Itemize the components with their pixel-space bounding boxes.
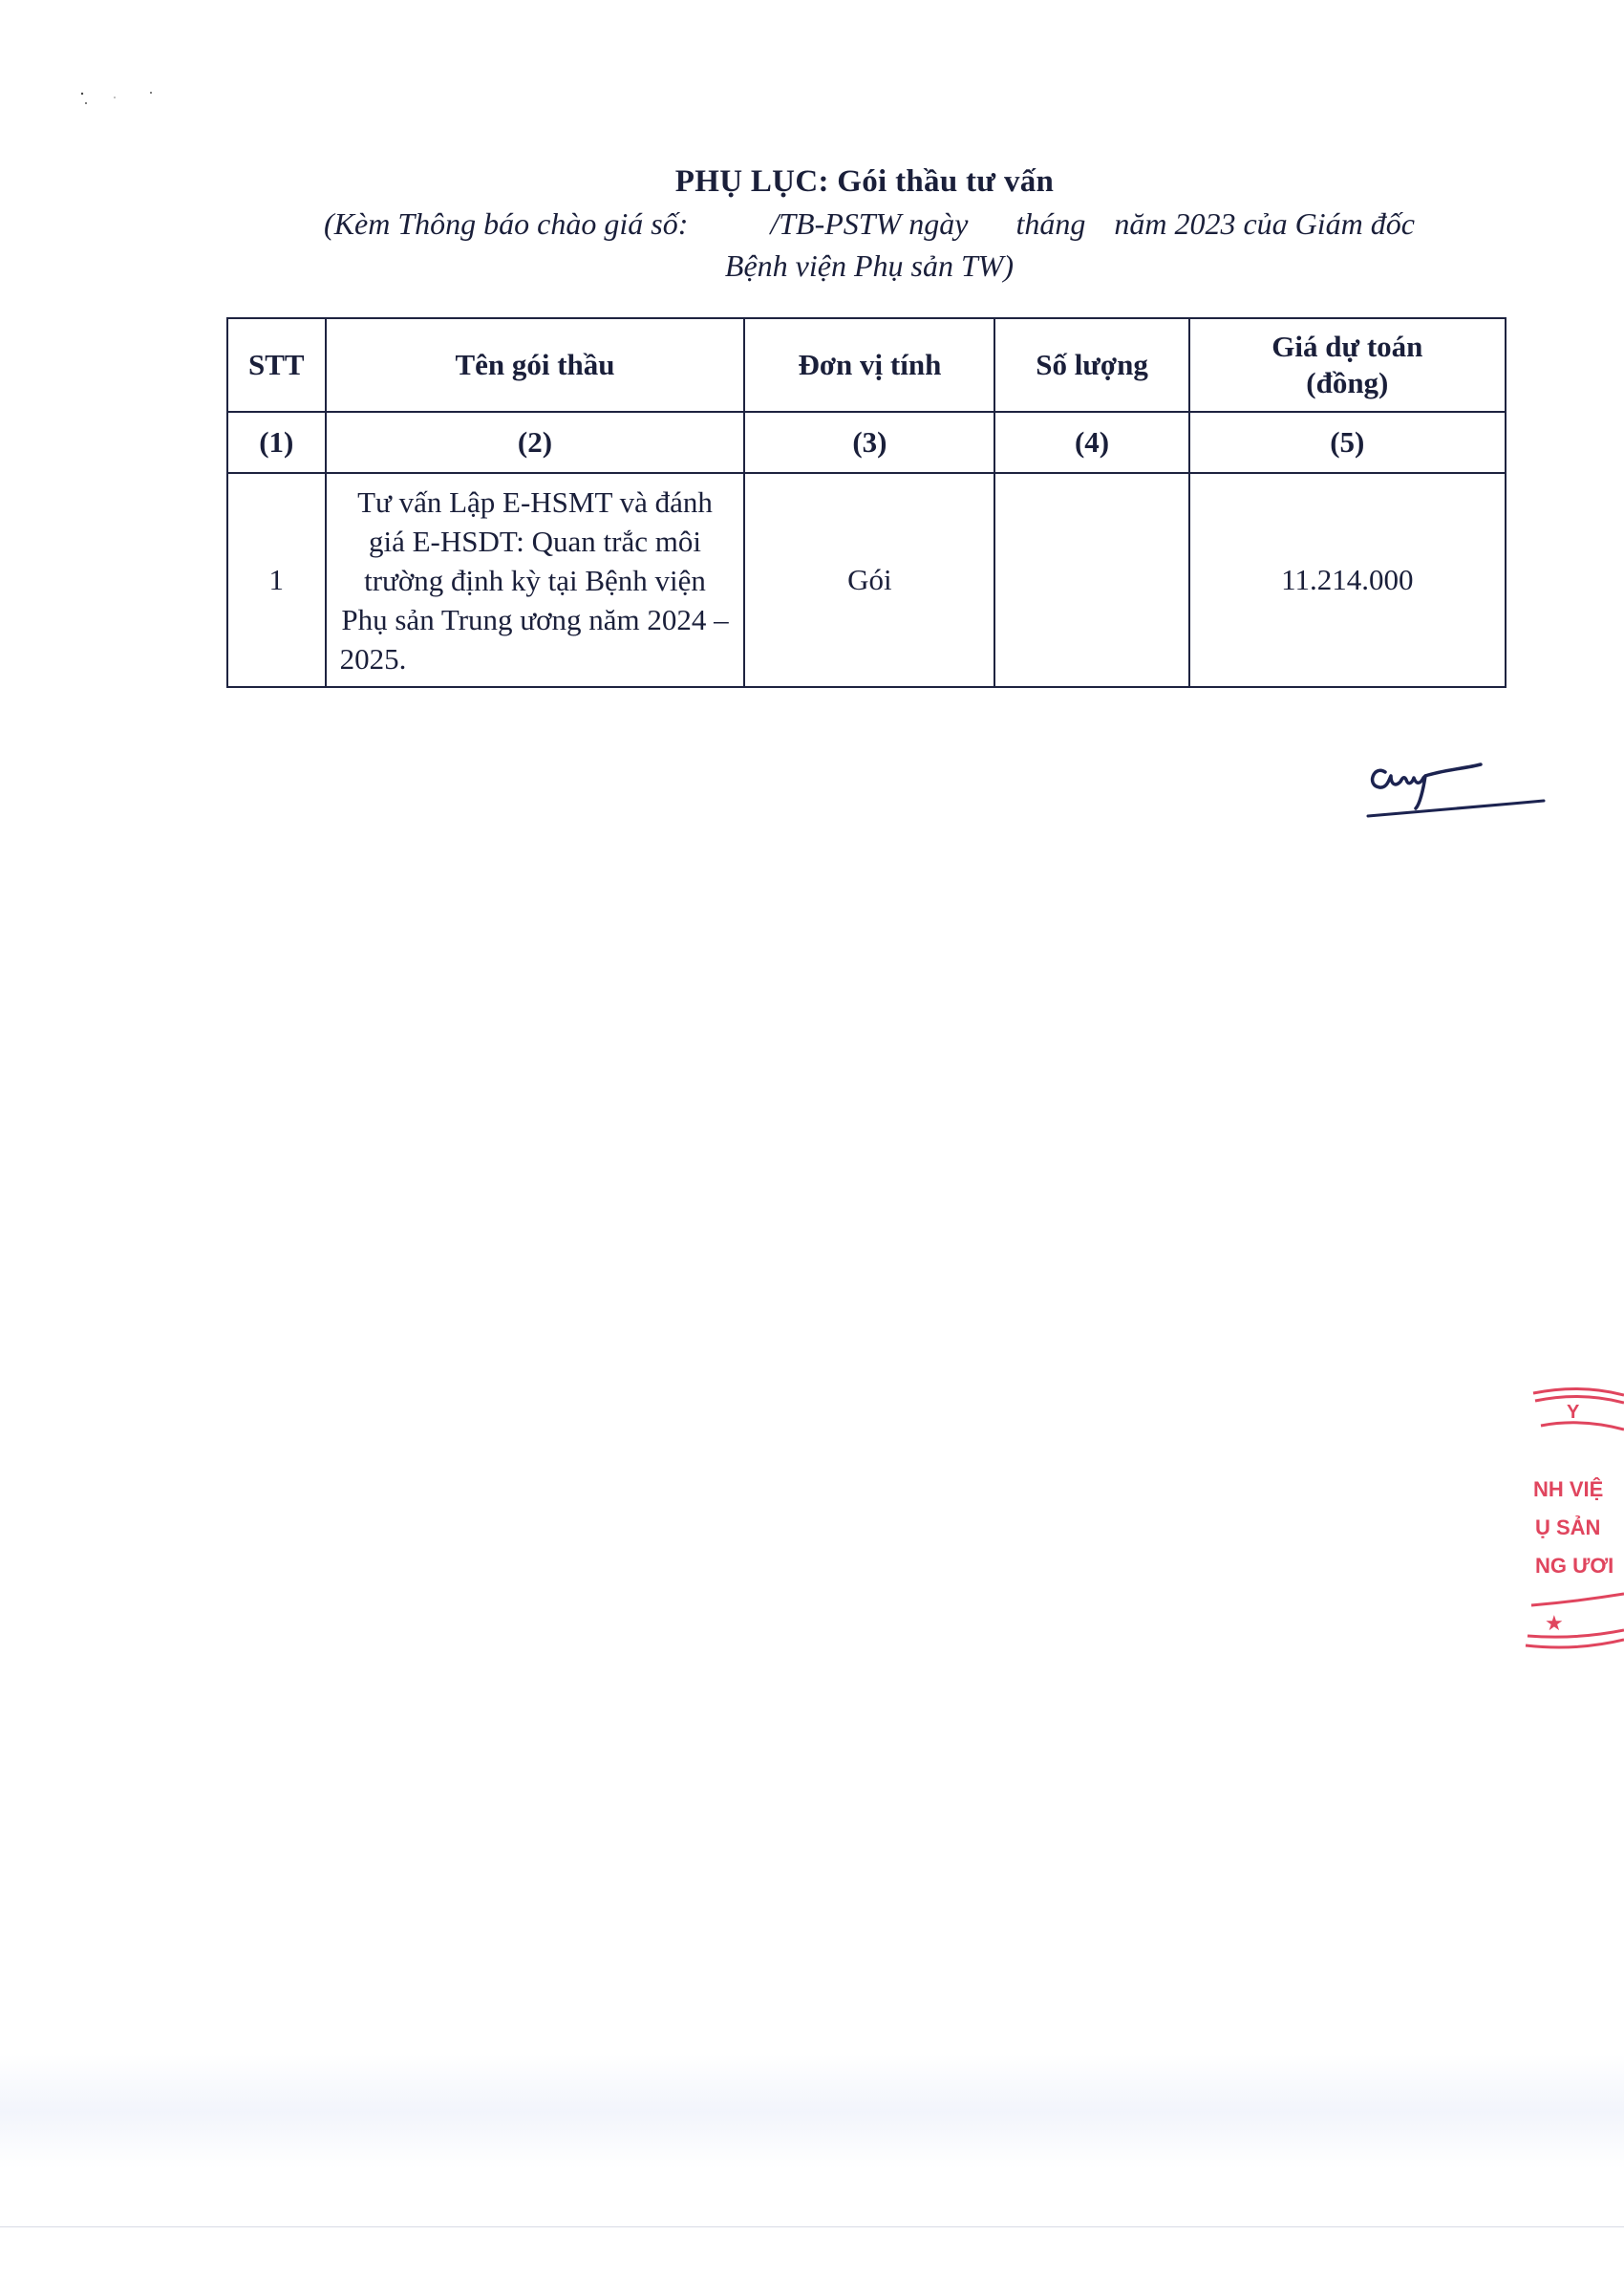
column-number-1: (1) [227,412,326,473]
header-stt: STT [227,318,326,412]
appendix-table [226,317,1506,688]
scan-edge-line [0,2226,1624,2227]
subtitle-part-4: năm 2023 của Giám đốc [1114,206,1415,241]
document-subtitle [248,203,1490,287]
table-header-row [227,318,1506,412]
column-number-5: (5) [1189,412,1506,473]
scan-specks [76,84,172,113]
subtitle-part-2: /TB-PSTW ngày [770,206,969,241]
scan-artifact [0,2054,1624,2169]
table-row [227,473,1506,687]
stamp-star-icon: ★ [1545,1612,1564,1636]
column-number-3: (3) [744,412,994,473]
header-unit: Đơn vị tính [744,318,994,412]
cell-stt: 1 [227,473,326,687]
stamp-text-4: NG ƯƠI [1535,1554,1614,1578]
header-estimated-price-label: Giá dự toán (đồng) [1271,330,1423,399]
header-estimated-price [1189,318,1506,412]
cell-quantity [994,473,1188,687]
column-number-row [227,412,1506,473]
column-number-2: (2) [326,412,745,473]
header-package-name: Tên gói thầu [326,318,745,412]
stamp-text-2: NH VIỆ [1533,1477,1604,1501]
subtitle-line-2: Bệnh viện Phụ sản TW) [724,248,1015,283]
header-quantity: Số lượng [994,318,1188,412]
handwritten-signature [1357,717,1548,831]
subtitle-part-3: tháng [1015,206,1086,241]
cell-price: 11.214.000 [1189,473,1506,687]
subtitle-part-1: (Kèm Thông báo chào giá số: [324,206,689,241]
cell-unit: Gói [744,473,994,687]
stamp-text-3: Ụ SẢN [1535,1515,1601,1539]
document-title: PHỤ LỤC: Gói thầu tư vấn [674,164,1055,199]
column-number-4: (4) [994,412,1188,473]
stamp-text-1: Y [1567,1402,1580,1423]
red-stamp [1524,1386,1624,1672]
cell-package-name: Tư vấn Lập E-HSMT và đánh giá E-HSDT: Quan trắc môi trường định kỳ tại Bệnh viện Phụ sản Trung ương năm 2024 – 2025. [326,473,745,687]
